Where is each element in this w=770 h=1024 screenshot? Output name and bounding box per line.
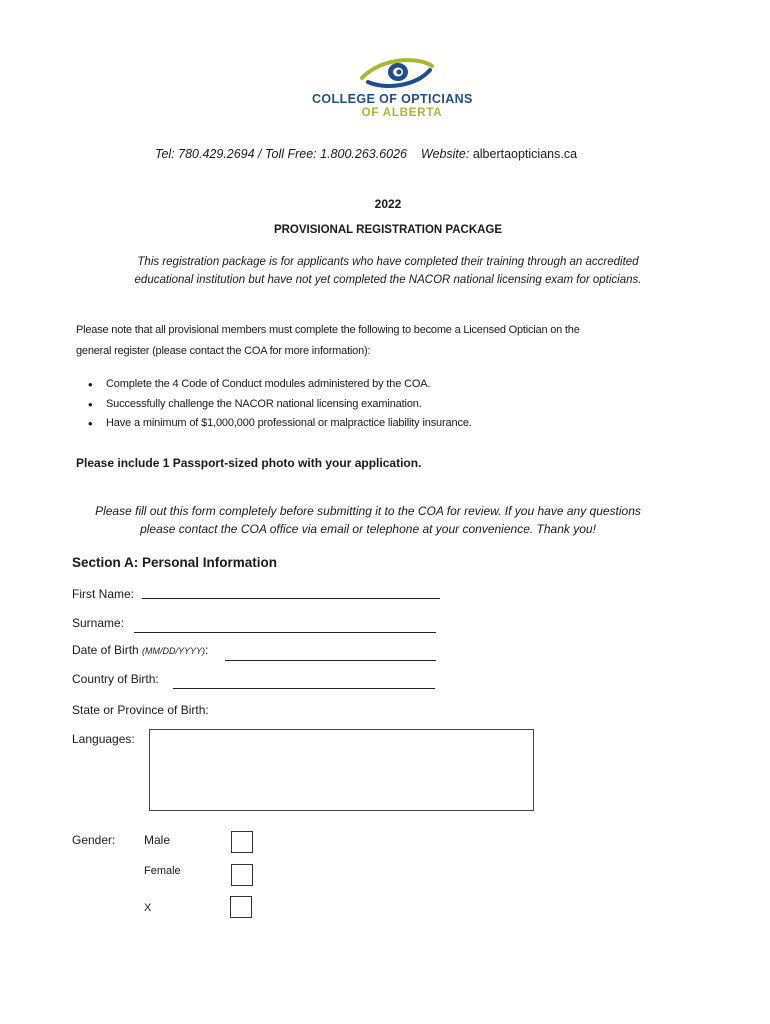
- note-line-2: general register (please contact the COA for more information):: [76, 345, 371, 357]
- gender-option-x: X: [144, 902, 152, 914]
- dob-field[interactable]: [225, 660, 436, 661]
- contact-tel: Tel: 780.429.2694 / Toll Free: 1.800.263.6026: [154, 147, 408, 161]
- gender-female-checkbox[interactable]: [231, 864, 253, 886]
- contact-line: [0, 147, 726, 161]
- gender-option-male: Male: [144, 833, 171, 847]
- dob-label: [72, 643, 208, 657]
- logo-text-line2: OF ALBERTA: [361, 107, 443, 119]
- photo-note: Please include 1 Passport-sized photo with your application.: [76, 456, 422, 470]
- fillout-line-1: Please fill out this form completely before submitting it to the COA for review. If you have any questions: [95, 504, 641, 518]
- languages-label: Languages:: [72, 732, 135, 746]
- website-link[interactable]: albertaopticians.ca: [472, 147, 578, 161]
- dob-colon: :: [205, 643, 209, 657]
- note-line-1: Please note that all provisional members must complete the following to become a Licensed Optician on the: [76, 324, 580, 336]
- intro-paragraph: [100, 253, 676, 289]
- requirements-list: [76, 378, 636, 437]
- surname-label: Surname:: [72, 616, 125, 630]
- list-item: • Successfully challenge the NACOR national licensing examination.: [76, 398, 636, 418]
- intro-line-1: This registration package is for applicants who have completed their training through an accredited: [137, 256, 639, 268]
- country-of-birth-label: Country of Birth:: [72, 672, 159, 686]
- languages-textbox[interactable]: [149, 729, 534, 811]
- logo-text-line1: COLLEGE OF OPTICIANS: [312, 92, 473, 106]
- note-paragraph: [76, 320, 636, 362]
- surname-field[interactable]: [134, 632, 436, 633]
- section-a-title: Section A: Personal Information: [72, 555, 278, 570]
- gender-option-female: Female: [144, 865, 181, 877]
- website-label: Website:: [420, 147, 470, 161]
- gender-label: Gender:: [72, 833, 116, 847]
- fillout-instructions: [60, 503, 676, 538]
- list-item: • Have a minimum of $1,000,000 professional or malpractice liability insurance.: [76, 417, 636, 437]
- state-province-label: State or Province of Birth:: [72, 703, 209, 717]
- package-title: PROVISIONAL REGISTRATION PACKAGE: [273, 224, 503, 236]
- package-year: 2022: [374, 197, 402, 211]
- gender-male-checkbox[interactable]: [231, 831, 253, 853]
- first-name-label: First Name:: [72, 587, 135, 601]
- gender-x-checkbox[interactable]: [230, 896, 252, 918]
- dob-label-text: Date of Birth: [72, 643, 139, 657]
- intro-line-2: educational institution but have not yet completed the NACOR national licensing exam for opticians.: [134, 274, 642, 286]
- dob-format-hint: (MM/DD/YYYY): [142, 646, 206, 656]
- first-name-field[interactable]: [142, 598, 440, 599]
- country-of-birth-field[interactable]: [173, 688, 435, 689]
- fillout-line-2: please contact the COA office via email or telephone at your convenience. Thank you!: [140, 521, 596, 536]
- list-item: • Complete the 4 Code of Conduct modules administered by the COA.: [76, 378, 636, 398]
